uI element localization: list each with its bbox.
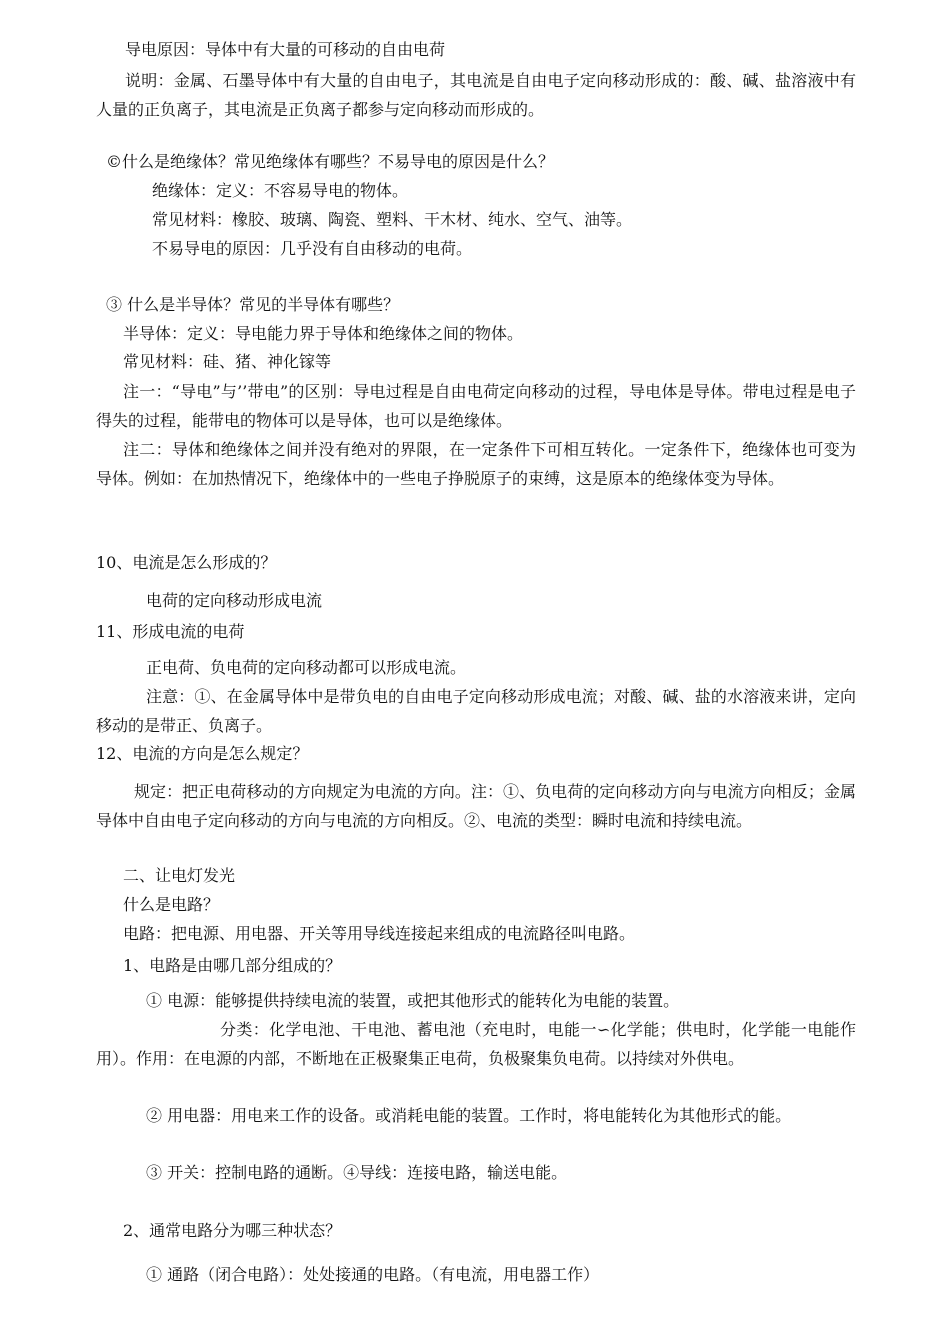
- semiconductor-materials: 常见材料：硅、猪、神化镓等: [123, 352, 332, 371]
- conduct-reason: 导电原因：导体中有大量的可移动的自由电荷: [125, 40, 446, 59]
- power-source-note: 分类：化学电池、干电池、蓄电池（充电时，电能一∽化学能；供电时，化学能一电能作用）。作用：在电源的内部，不断地在正极聚集正电荷，负极聚集负电荷。以持续对外供电。: [96, 1020, 856, 1068]
- semiconductor-question: ③ 什么是半导体？常见的半导体有哪些？: [106, 295, 400, 314]
- answer-11: 正电荷、负电荷的定向移动都可以形成电流。: [146, 658, 467, 677]
- parts-question: 1、电路是由哪几部分组成的？: [123, 956, 342, 975]
- part-switch-wire: ③ 开关：控制电路的通断。④导线：连接电路，输送电能。: [146, 1163, 568, 1182]
- section-title-2: 二、让电灯发光: [123, 866, 236, 885]
- insulator-reason: 不易导电的原因：几乎没有自由移动的电荷。: [152, 239, 473, 258]
- note-one: 注一：“导电”与’’带电”的区别：导电过程是自由电荷定向移动的过程，导电体是导体。带电过程是电子得失的过程，能带电的物体可以是导体，也可以是绝缘体。: [96, 382, 856, 430]
- part-power-source: ① 电源：能够提供持续电流的装置，或把其他形式的能转化为电能的装置。: [146, 991, 680, 1010]
- note-two: 注二：导体和绝缘体之间并没有绝对的界限，在一定条件下可相互转化。一定条件下，绝缘体也可变为导体。例如：在加热情况下，绝缘体中的一些电子挣脱原子的束缚，这是原本的绝缘体变为导体。: [96, 440, 856, 488]
- states-question: 2、通常电路分为哪三种状态？: [123, 1221, 342, 1240]
- circuit-definition: 电路：把电源、用电器、开关等用导线连接起来组成的电流路径叫电路。: [123, 924, 636, 943]
- note-explain: 说明：金属、石墨导体中有大量的自由电子，其电流是自由电子定向移动形成的：酸、碱、盐溶液中有人量的正负离子，其电流是正负离子都参与定向移动而形成的。: [96, 71, 856, 119]
- circuit-question: 什么是电路？: [123, 895, 220, 914]
- answer-10: 电荷的定向移动形成电流: [146, 591, 323, 610]
- part-appliance: ② 用电器：用电来工作的设备。或消耗电能的装置。工作时，将电能转化为其他形式的能。: [146, 1106, 792, 1125]
- insulator-question: ©什么是绝缘体？常见绝缘体有哪些？不易导电的原因是什么？: [106, 152, 555, 171]
- question-10: 10、电流是怎么形成的？: [96, 553, 277, 572]
- question-12: 12、电流的方向是怎么规定？: [96, 744, 309, 763]
- note-11: 注意：①、在金属导体中是带负电的自由电子定向移动形成电流；对酸、碱、盐的水溶液来讲，定向移动的是带正、负离子。: [96, 687, 856, 735]
- question-11: 11、形成电流的电荷: [96, 622, 245, 641]
- insulator-definition: 绝缘体：定义：不容易导电的物体。: [152, 181, 409, 200]
- semiconductor-definition: 半导体：定义：导电能力界于导体和绝缘体之间的物体。: [123, 324, 524, 343]
- state-closed-circuit: ① 通路（闭合电路）：处处接通的电路。（有电流，用电器工作）: [146, 1265, 600, 1284]
- insulator-materials: 常见材料：橡胶、玻璃、陶瓷、塑料、干木材、纯水、空气、油等。: [152, 210, 633, 229]
- answer-12: 规定：把正电荷移动的方向规定为电流的方向。注：①、负电荷的定向移动方向与电流方向相反；金属导体中自由电子定向移动的方向与电流的方向相反。②、电流的类型：瞬时电流和持续电流。: [96, 782, 856, 830]
